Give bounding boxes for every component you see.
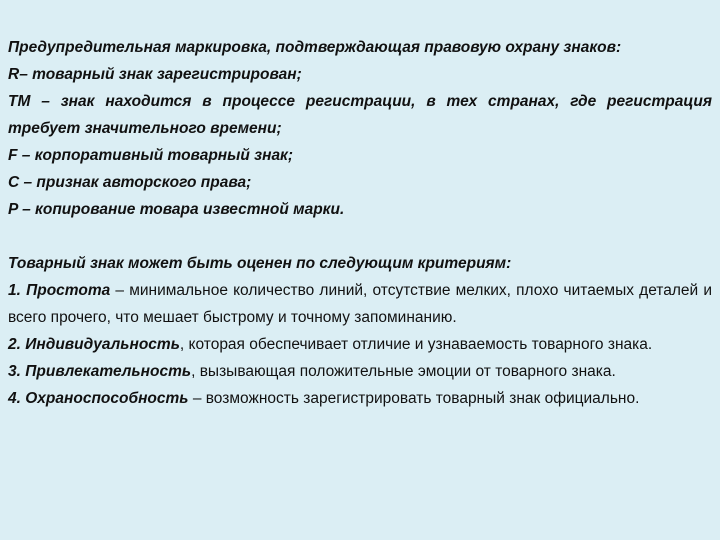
criterion-protectability [8, 385, 712, 412]
marking-item-r: R– товарный знак зарегистрирован; [8, 66, 302, 83]
marking-item-tm: TM – знак находится в процессе регистрации, в тех странах, где регистрация требует значительного времени; [8, 93, 712, 137]
criterion-individuality [8, 331, 712, 358]
marking-item-p: P – копирование товара известной марки. [8, 201, 345, 218]
criterion-term: 1. Простота [8, 282, 111, 299]
marking-heading: Предупредительная маркировка, подтверждающая правовую охрану знаков: [8, 39, 622, 56]
section-spacer [8, 223, 712, 250]
marking-item-c: C – признак авторского права; [8, 174, 252, 191]
criterion-text: – возможность зарегистрировать товарный знак официально. [188, 390, 640, 407]
criterion-attractiveness [8, 358, 712, 385]
criteria-heading: Товарный знак может быть оценен по следующим критериям: [8, 255, 512, 272]
criterion-text: – минимальное количество линий, отсутствие мелких, плохо читаемых деталей и всего прочего, что мешает быстрому и точному запоминанию. [8, 282, 712, 326]
criterion-simplicity [8, 277, 712, 331]
marking-item-f: F – корпоративный товарный знак; [8, 147, 294, 164]
criterion-term: 3. Привлекательность [8, 363, 192, 380]
criterion-text: , которая обеспечивает отличие и узнаваемость товарного знака. [179, 336, 653, 353]
criterion-term: 4. Охраноспособность [8, 390, 189, 407]
criterion-text: , вызывающая положительные эмоции от товарного знака. [191, 363, 616, 380]
criterion-term: 2. Индивидуальность [8, 336, 180, 353]
